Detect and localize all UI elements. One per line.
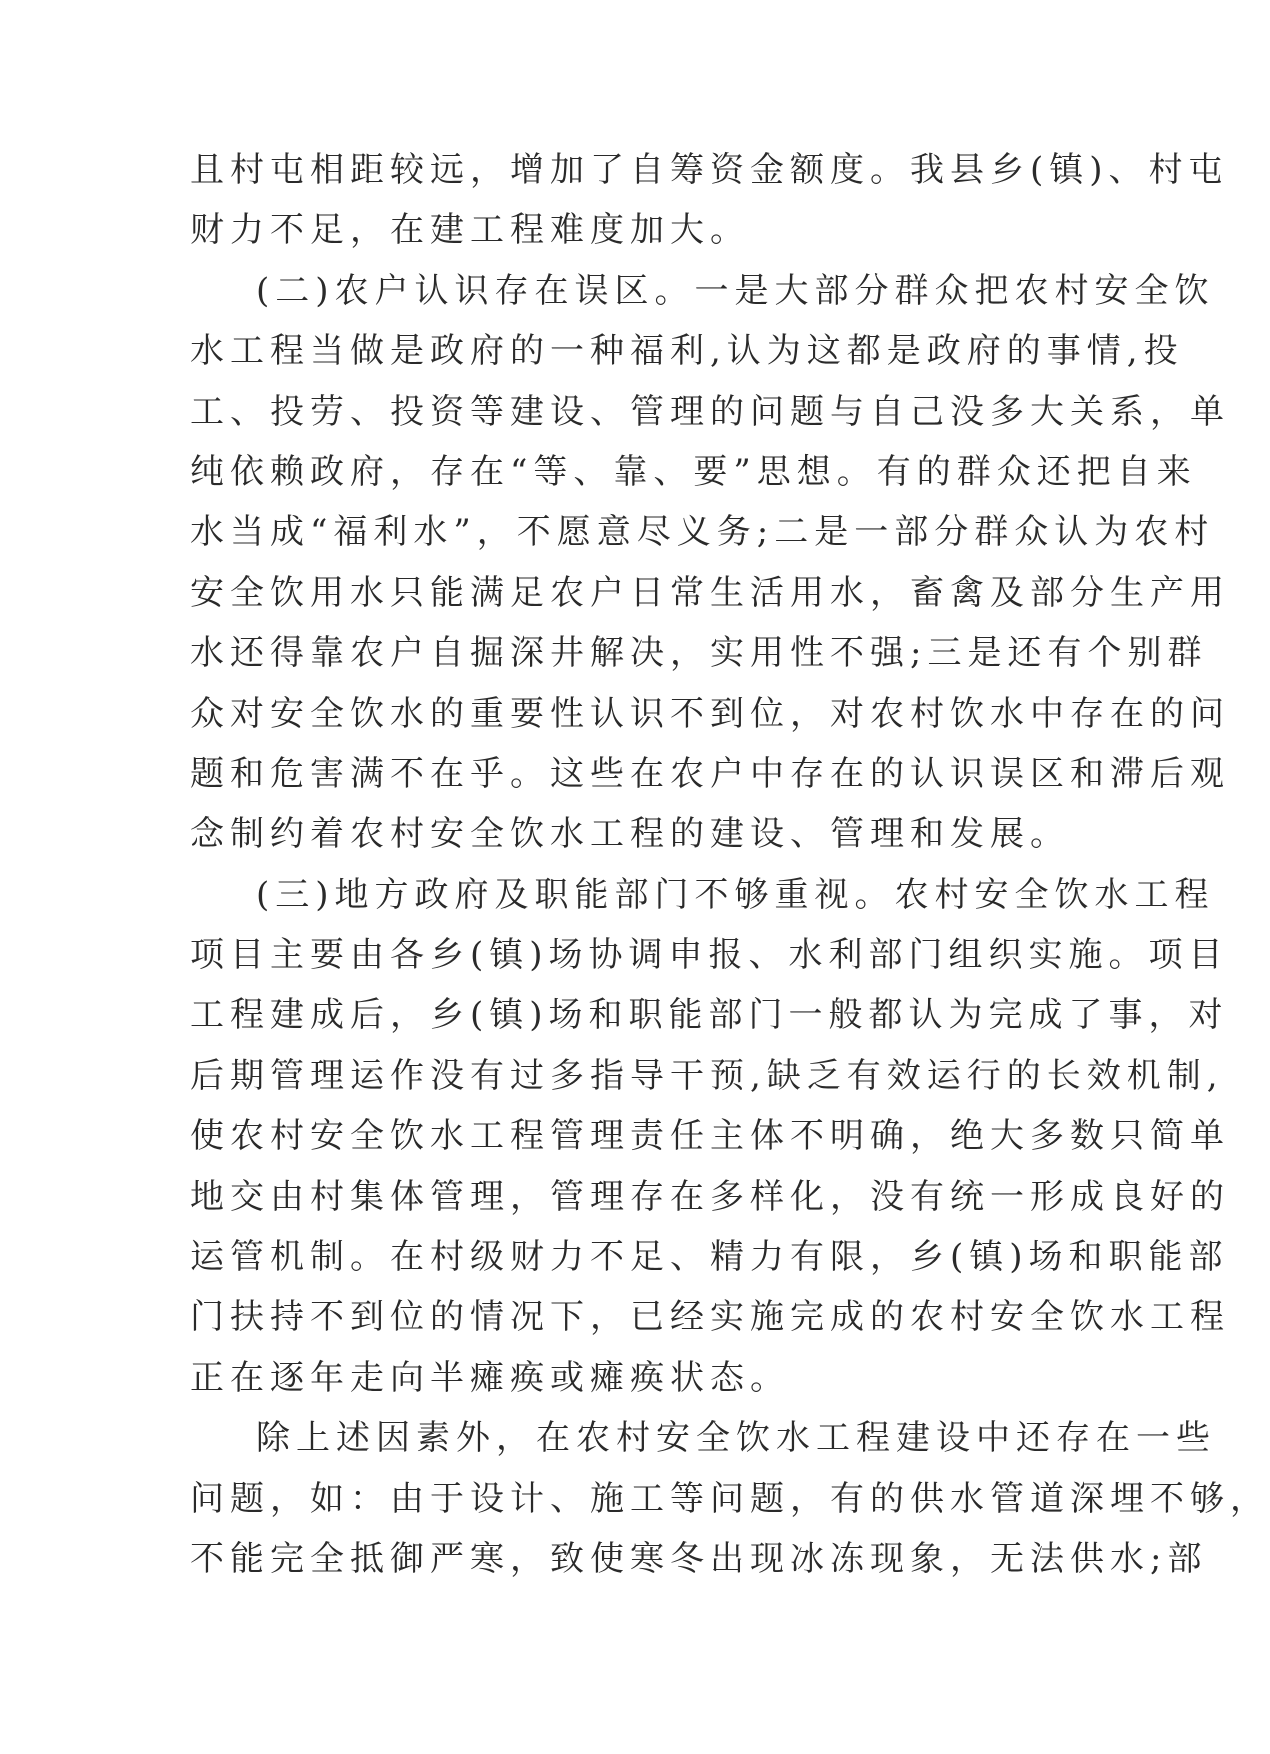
text-line: 且村屯相距较远，增加了自筹资金额度。我县乡(镇)、村屯 bbox=[190, 150, 1229, 190]
text-line: 使农村安全饮水工程管理责任主体不明确，绝大多数只简单 bbox=[190, 1116, 1230, 1157]
text-line: 安全饮用水只能满足农户日常生活用水，畜禽及部分生产用 bbox=[190, 572, 1230, 613]
paragraph-continuation bbox=[190, 140, 1229, 261]
text-line: 水当成“福利水”，不愿意尽义务;二是一部分群众认为农村 bbox=[190, 512, 1215, 553]
text-line: 纯依赖政府，存在“等、靠、要”思想。有的群众还把自来 bbox=[190, 451, 1197, 492]
text-line: 财力不足，在建工程难度加大。 bbox=[190, 210, 750, 251]
text-line: (二)农户认识存在误区。一是大部分群众把农村安全饮 bbox=[256, 270, 1215, 311]
text-line: 水工程当做是政府的一种福利,认为这都是政府的事情,投 bbox=[190, 331, 1184, 372]
text-line: 问题，如：由于设计、施工等问题，有的供水管道深埋不够， bbox=[190, 1478, 1270, 1519]
document-body bbox=[190, 140, 1270, 1589]
text-line: 众对安全饮水的重要性认识不到位，对农村饮水中存在的问 bbox=[190, 693, 1230, 734]
text-line: 除上述因素外，在农村安全饮水工程建设中还存在一些 bbox=[256, 1418, 1216, 1459]
paragraph-farmer-misconceptions bbox=[190, 261, 1230, 865]
text-line: 地交由村集体管理，管理存在多样化，没有统一形成良好的 bbox=[190, 1176, 1230, 1217]
text-line: 正在逐年走向半瘫痪或瘫痪状态。 bbox=[190, 1357, 790, 1398]
paragraph-other-issues bbox=[190, 1408, 1270, 1589]
paragraph-government-neglect bbox=[190, 865, 1230, 1409]
text-line: 水还得靠农户自掘深井解决，实用性不强;三是还有个别群 bbox=[190, 633, 1208, 674]
text-line: 项目主要由各乡(镇)场协调申报、水利部门组织实施。项目 bbox=[190, 935, 1229, 976]
text-line: 后期管理运作没有过多指导干预,缺乏有效运行的长效机制, bbox=[190, 1055, 1224, 1096]
text-line: 不能完全抵御严寒，致使寒冬出现冰冻现象，无法供水;部 bbox=[190, 1538, 1208, 1579]
text-line: 念制约着农村安全饮水工程的建设、管理和发展。 bbox=[190, 814, 1070, 855]
text-line: 工、投劳、投资等建设、管理的问题与自己没多大关系，单 bbox=[190, 391, 1230, 432]
text-line: 门扶持不到位的情况下，已经实施完成的农村安全饮水工程 bbox=[190, 1297, 1230, 1338]
text-line: 运管机制。在村级财力不足、精力有限，乡(镇)场和职能部 bbox=[190, 1237, 1229, 1278]
text-line: 工程建成后，乡(镇)场和职能部门一般都认为完成了事，对 bbox=[190, 995, 1229, 1036]
text-line: 题和危害满不在乎。这些在农户中存在的认识误区和滞后观 bbox=[190, 753, 1230, 794]
text-line: (三)地方政府及职能部门不够重视。农村安全饮水工程 bbox=[256, 874, 1215, 915]
